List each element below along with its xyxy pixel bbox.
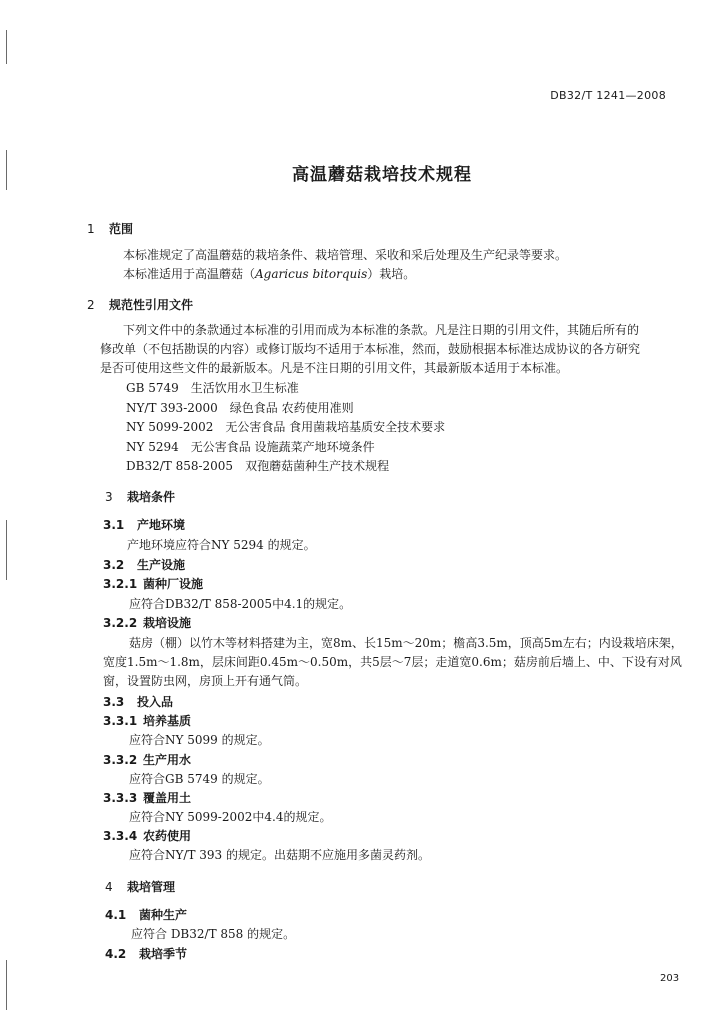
subsection-3-3-2-heading (103, 753, 191, 767)
subsection-3-2-1-heading (103, 577, 203, 591)
facility-text-line: 宽度1.5m～1.8m，层床间距0.45m～0.50m，共5层～7层；走道宽0.6m；菇房前后墙上、中、下设有对风 (103, 655, 682, 669)
section-title: 范围 (109, 222, 134, 236)
subsection-number: 4.1 (105, 908, 127, 922)
subsection-3-2-1-text: 应符合DB32/T 858-2005中4.1的规定。 (129, 597, 352, 611)
subsection-3-3-3-text: 应符合NY 5099-2002中4.4的规定。 (129, 810, 332, 824)
scan-edge-line (6, 30, 7, 64)
text-span: ）栽培。 (367, 267, 416, 281)
section-title: 栽培管理 (127, 880, 176, 894)
section-2-heading (87, 298, 193, 312)
subsection-title: 生产用水 (143, 753, 192, 767)
section-number: 3 (105, 490, 113, 504)
subsection-number: 3.3.2 (103, 753, 138, 767)
reference-paragraph-line: 修改单（不包括勘误的内容）或修订版均不适用于本标准，然而，鼓励根据本标准达成协议的各方研究 (100, 342, 641, 356)
subsection-number: 4.2 (105, 947, 127, 961)
subsection-number: 3.3.4 (103, 829, 138, 843)
subsection-3-1-heading (103, 518, 185, 532)
subsection-3-3-4-text: 应符合NY/T 393 的规定。出菇期不应施用多菌灵药剂。 (129, 848, 431, 862)
reference-item: GB 5749 生活饮用水卫生标准 (126, 381, 299, 395)
subsection-title: 生产设施 (137, 558, 186, 572)
subsection-3-3-4-heading (103, 829, 191, 843)
scope-paragraph-2 (123, 267, 415, 281)
reference-item: NY 5099-2002 无公害食品 食用菌栽培基质安全技术要求 (126, 420, 446, 434)
subsection-3-3-3-heading (103, 791, 191, 805)
subsection-title: 菌种生产 (139, 908, 188, 922)
section-number: 1 (87, 222, 95, 236)
section-title: 栽培条件 (127, 490, 176, 504)
section-title: 规范性引用文件 (109, 298, 194, 312)
subsection-title: 菌种厂设施 (143, 577, 204, 591)
subsection-number: 3.3.1 (103, 714, 138, 728)
subsection-number: 3.3.3 (103, 791, 138, 805)
subsection-3-1-text: 产地环境应符合NY 5294 的规定。 (127, 538, 316, 552)
subsection-3-3-1-text: 应符合NY 5099 的规定。 (129, 733, 270, 747)
reference-item: DB32/T 858-2005 双孢蘑菇菌种生产技术规程 (126, 459, 390, 473)
subsection-3-3-2-text: 应符合GB 5749 的规定。 (129, 772, 270, 786)
subsection-title: 产地环境 (137, 518, 186, 532)
latin-name: Agaricus bitorquis (255, 267, 368, 281)
reference-item: NY 5294 无公害食品 设施蔬菜产地环境条件 (126, 440, 375, 454)
scan-edge-line (6, 520, 7, 580)
section-4-heading (105, 880, 175, 894)
document-code: DB32/T 1241—2008 (550, 89, 666, 102)
reference-paragraph-line: 下列文件中的条款通过本标准的引用而成为本标准的条款。凡是注日期的引用文件，其随后所有的 (123, 323, 640, 337)
section-number: 4 (105, 880, 113, 894)
subsection-title: 投入品 (137, 695, 174, 709)
subsection-title: 农药使用 (143, 829, 192, 843)
subsection-4-1-text: 应符合 DB32/T 858 的规定。 (131, 927, 296, 941)
facility-text-line: 菇房（棚）以竹木等材料搭建为主，宽8m、长15m～20m；檐高3.5m，顶高5m左右；内设栽培床架， (129, 636, 683, 650)
section-3-heading (105, 490, 175, 504)
reference-paragraph-line: 是否可使用这些文件的最新版本。凡是不注日期的引用文件，其最新版本适用于本标准。 (100, 361, 569, 375)
scan-edge-line (6, 960, 7, 1010)
subsection-number: 3.1 (103, 518, 125, 532)
text-span: 本标准适用于高温蘑菇（ (123, 267, 256, 281)
subsection-3-2-heading (103, 558, 185, 572)
subsection-4-1-heading (105, 908, 187, 922)
section-number: 2 (87, 298, 95, 312)
subsection-3-2-2-heading (103, 616, 191, 630)
subsection-3-3-heading (103, 695, 173, 709)
subsection-number: 3.2 (103, 558, 125, 572)
facility-text-line: 窗，设置防虫网，房顶上开有通气筒。 (103, 674, 308, 688)
subsection-4-2-heading (105, 947, 187, 961)
subsection-3-3-1-heading (103, 714, 191, 728)
subsection-title: 培养基质 (143, 714, 192, 728)
subsection-number: 3.2.2 (103, 616, 138, 630)
subsection-title: 栽培季节 (139, 947, 188, 961)
subsection-number: 3.2.1 (103, 577, 138, 591)
page-title: 高温蘑菇栽培技术规程 (292, 165, 472, 185)
page-number: 203 (660, 973, 680, 984)
subsection-title: 栽培设施 (143, 616, 192, 630)
scope-paragraph-1: 本标准规定了高温蘑菇的栽培条件、栽培管理、采收和采后处理及生产纪录等要求。 (123, 248, 568, 262)
section-1-heading (87, 222, 133, 236)
reference-item: NY/T 393-2000 绿色食品 农药使用准则 (126, 401, 354, 415)
subsection-number: 3.3 (103, 695, 125, 709)
subsection-title: 覆盖用土 (143, 791, 192, 805)
